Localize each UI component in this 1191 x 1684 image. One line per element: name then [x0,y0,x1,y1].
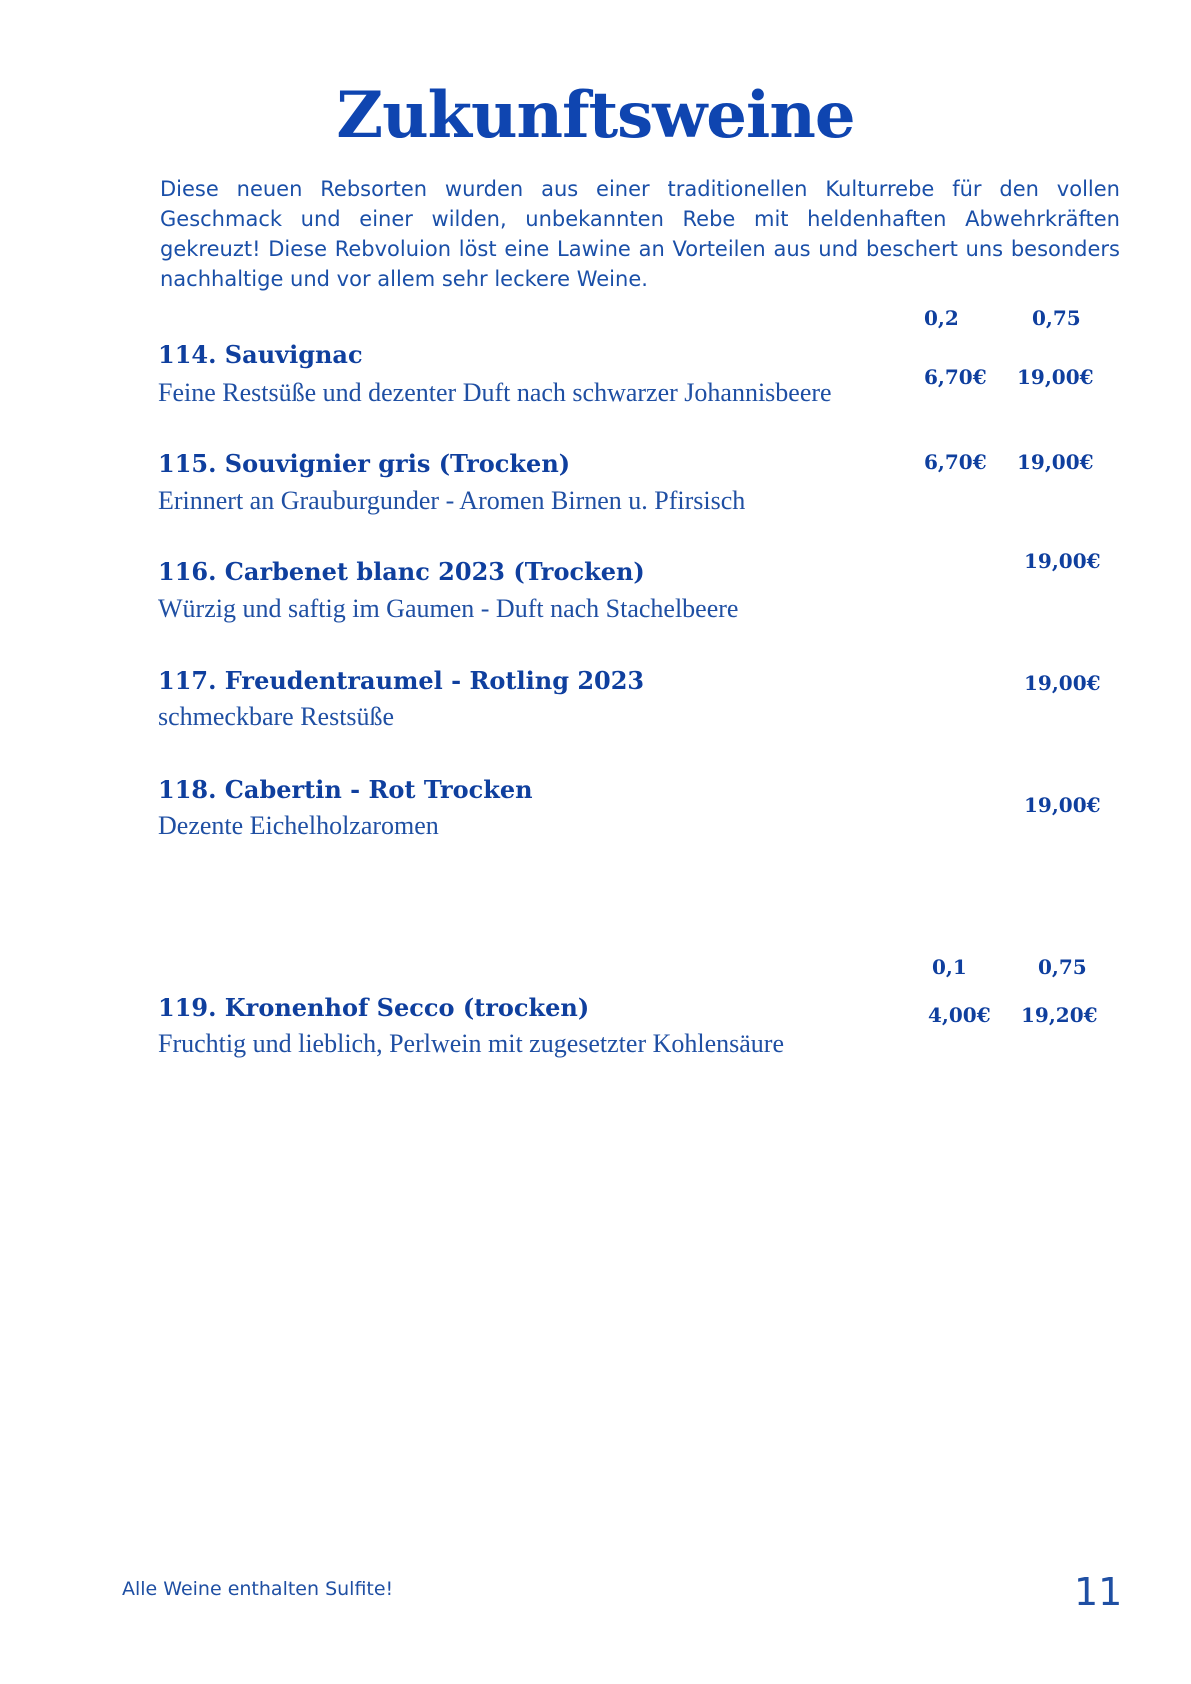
price-small: 4,00€ [928,1003,991,1027]
column-header-large: 0,75 [1032,306,1081,330]
column-header-small: 0,2 [924,306,959,330]
price-large: 19,00€ [1024,793,1101,817]
page-title: Zukunftsweine [336,78,855,153]
wine-description: schmeckbare Restsüße [158,702,395,731]
price-large: 19,00€ [1017,365,1094,389]
wine-name: 117. Freudentraumel - Rotling 2023 [158,666,645,695]
wine-description: Erinnert an Grauburgunder - Aromen Birnen u. Pfirsisch [158,486,746,515]
price-large: 19,00€ [1024,671,1101,695]
price-large: 19,00€ [1024,549,1101,573]
column-header-small: 0,1 [932,955,967,979]
wine-name: 114. Sauvignac [158,340,363,369]
price-small: 6,70€ [924,365,987,389]
wine-name: 116. Carbenet blanc 2023 (Trocken) [158,557,645,586]
price-large: 19,00€ [1017,450,1094,474]
wine-name: 119. Kronenhof Secco (trocken) [158,993,590,1022]
column-header-large: 0,75 [1038,955,1087,979]
wine-name: 118. Cabertin - Rot Trocken [158,775,533,804]
wine-name: 115. Souvignier gris (Trocken) [158,449,571,478]
price-large: 19,20€ [1021,1003,1098,1027]
intro-paragraph: Diese neuen Rebsorten wurden aus einer traditionellen Kulturrebe für den vollen Geschmack und einer wilden, unbekannten Rebe mit heldenhaften Abwehrkräften gekreuzt! Diese Rebvoluion löst eine Lawine an Vorteilen aus und beschert uns besonders nachhaltige und vor allem sehr leckere Weine. [160,177,1120,291]
sulfite-note: Alle Weine enthalten Sulfite! [122,1578,394,1600]
page-number: 11 [1074,1570,1123,1614]
wine-description: Fruchtig und lieblich, Perlwein mit zugesetzter Kohlensäure [158,1029,784,1058]
price-small: 6,70€ [924,450,987,474]
wine-description: Würzig und saftig im Gaumen - Duft nach Stachelbeere [158,594,739,623]
wine-description: Feine Restsüße und dezenter Duft nach schwarzer Johannisbeere [158,378,832,407]
wine-description: Dezente Eichelholzaromen [158,811,439,840]
